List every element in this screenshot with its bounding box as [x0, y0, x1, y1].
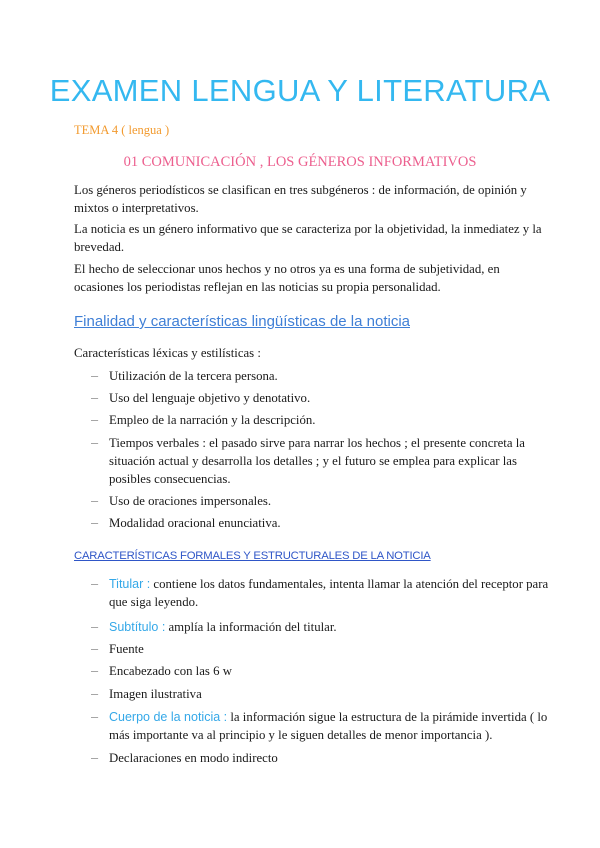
list-item: – Encabezado con las 6 w: [91, 663, 232, 678]
dash-bullet-icon: –: [91, 619, 99, 634]
list-item: – Uso de oraciones impersonales.: [91, 493, 272, 508]
section-heading: 01 COMUNICACIÓN , LOS GÉNEROS INFORMATIVOS: [123, 154, 477, 170]
list-item: – Subtítulo : amplía la información del titular.: [91, 619, 337, 634]
subsection-intro: Características léxicas y estilísticas :: [74, 346, 261, 360]
list-item: – Declaraciones en modo indirecto: [91, 750, 278, 765]
list-item: – Uso del lenguaje objetivo y denotativo.: [91, 390, 311, 405]
page-title: EXAMEN LENGUA Y LITERATURA: [49, 73, 551, 108]
dash-bullet-icon: –: [91, 709, 99, 724]
dash-bullet-icon: –: [91, 750, 99, 765]
keyword-label: Titular :: [109, 577, 151, 591]
topic-label: TEMA 4 ( lengua ): [74, 123, 170, 137]
list-item: – Titular : contiene los datos fundamentales, intenta llamar la atención del receptor para que siga leyendo.: [91, 576, 549, 609]
list-item: – Imagen ilustrativa: [91, 686, 202, 701]
list-item: – Modalidad oracional enunciativa.: [91, 515, 281, 530]
subsection-heading-caracteristicas[interactable]: CARACTERÍSTICAS FORMALES Y ESTRUCTURALES DE LA NOTICIA: [74, 550, 431, 562]
list-item: – Fuente: [91, 641, 144, 656]
dash-bullet-icon: –: [91, 663, 99, 678]
paragraph: El hecho de seleccionar unos hechos y no otros ya es una forma de subjetividad, en ocasiones los periodistas reflejan en las noticias su propia personalidad.: [74, 262, 500, 294]
dash-bullet-icon: –: [91, 390, 99, 405]
dash-bullet-icon: –: [91, 576, 99, 591]
paragraph: Los géneros periodísticos se clasifican en tres subgéneros : de información, de opinión y mixtos o interpretativos.: [74, 183, 527, 215]
keyword-label: Subtítulo :: [109, 620, 166, 634]
dash-bullet-icon: –: [91, 686, 99, 701]
list-item: – Empleo de la narración y la descripción.: [91, 412, 316, 427]
subsection-heading-finalidad[interactable]: Finalidad y características lingüísticas de la noticia: [74, 313, 410, 330]
list-item: – Cuerpo de la noticia : la información sigue la estructura de la pirámide invertida ( lo más importante va al principio y le siguen detalles de menor importancia ).: [91, 709, 548, 742]
list-item: – Utilización de la tercera persona.: [91, 368, 278, 383]
dash-bullet-icon: –: [91, 368, 99, 383]
list-item: – Tiempos verbales : el pasado sirve para narrar los hechos ; el presente concreta la situación actual y desarrolla los detalles ; y el futuro se emplea para explicar las posibles consecuencias.: [91, 435, 525, 486]
keyword-label: Cuerpo de la noticia :: [109, 710, 228, 724]
dash-bullet-icon: –: [91, 412, 99, 427]
paragraph: La noticia es un género informativo que se caracteriza por la objetividad, la inmediatez y la brevedad.: [74, 222, 542, 254]
dash-bullet-icon: –: [91, 641, 99, 656]
dash-bullet-icon: –: [91, 515, 99, 530]
dash-bullet-icon: –: [91, 493, 99, 508]
dash-bullet-icon: –: [91, 435, 99, 450]
